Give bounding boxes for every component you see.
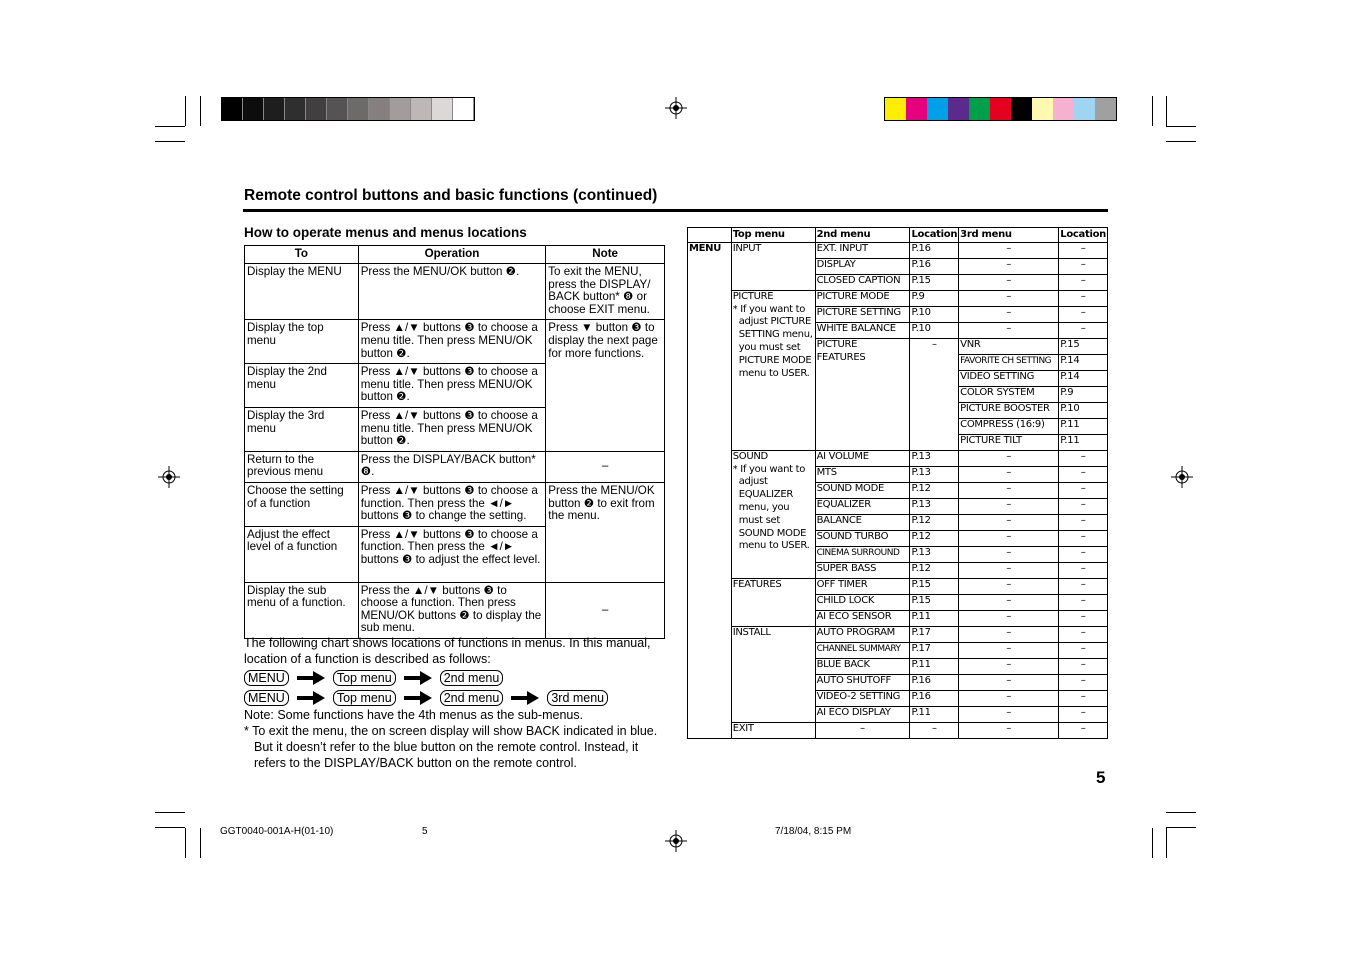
cell-3rd-menu: – bbox=[959, 707, 1059, 723]
cell-to: Display the top menu bbox=[245, 320, 359, 364]
menu-path-example-1 bbox=[244, 670, 503, 686]
menu-label: MENU bbox=[688, 243, 732, 739]
column-header bbox=[688, 228, 732, 243]
cell-3rd-menu: – bbox=[959, 723, 1059, 739]
path-step: 2nd menu bbox=[440, 670, 504, 686]
cell-location: P.16 bbox=[910, 259, 959, 275]
cell-3rd-menu: – bbox=[959, 531, 1059, 547]
cell-3rd-menu: – bbox=[959, 451, 1059, 467]
column-header: Note bbox=[546, 246, 665, 264]
cell-to: Display the 3rd menu bbox=[245, 407, 359, 451]
cell-location: P.11 bbox=[910, 659, 959, 675]
cell-location: – bbox=[1059, 323, 1108, 339]
cell-location: – bbox=[1059, 259, 1108, 275]
footer-page: 5 bbox=[422, 826, 428, 837]
cell-location: – bbox=[1059, 499, 1108, 515]
cell-location: P.16 bbox=[910, 675, 959, 691]
footer-code: GGT0040-001A-H(01-10) bbox=[220, 826, 334, 837]
table-row bbox=[245, 451, 665, 482]
cell-2nd-menu: AUTO SHUTOFF bbox=[815, 675, 910, 691]
cell-location: – bbox=[1059, 547, 1108, 563]
cell-location: P.15 bbox=[1059, 339, 1108, 355]
cell-location: P.12 bbox=[910, 563, 959, 579]
cell-2nd-menu: EQUALIZER bbox=[815, 499, 910, 515]
cell-location: – bbox=[1059, 707, 1108, 723]
column-header: Top menu bbox=[731, 228, 815, 243]
footnote: * To exit the menu, the on screen display will show BACK indicated in blue. But it doesn’t refer to the blue button on the remote control. Instead, it refers to the DISPLAY/BACK button on the remote control. bbox=[244, 724, 658, 770]
cell-location: P.13 bbox=[910, 451, 959, 467]
cell-2nd-menu: WHITE BALANCE bbox=[815, 323, 910, 339]
path-step: 2nd menu bbox=[440, 690, 504, 706]
column-header: 2nd menu bbox=[815, 228, 910, 243]
cell-3rd-menu: – bbox=[959, 579, 1059, 595]
cell-operation: Press the MENU/OK button ❷. bbox=[358, 264, 546, 320]
page-number: 5 bbox=[1096, 768, 1106, 787]
grayscale-bar bbox=[221, 97, 475, 121]
table-row bbox=[688, 243, 1108, 259]
cell-location: – bbox=[1059, 467, 1108, 483]
arrow-right-icon bbox=[404, 691, 432, 705]
registration-mark-icon bbox=[665, 97, 687, 119]
title-rule bbox=[243, 209, 1108, 212]
top-menu-picture bbox=[731, 291, 815, 451]
cell-note: – bbox=[546, 582, 665, 638]
menu-location-table bbox=[687, 227, 1108, 739]
cell-2nd-menu: MTS bbox=[815, 467, 910, 483]
cell-2nd-menu: BLUE BACK bbox=[815, 659, 910, 675]
color-swatch bbox=[906, 98, 927, 120]
cell-location: – bbox=[1059, 659, 1108, 675]
cell-location: – bbox=[1059, 595, 1108, 611]
table-row bbox=[688, 291, 1108, 307]
cell-location: – bbox=[1059, 675, 1108, 691]
cell-3rd-menu: – bbox=[959, 643, 1059, 659]
top-menu-sound bbox=[731, 451, 815, 579]
table-row bbox=[688, 451, 1108, 467]
registration-mark-icon bbox=[1171, 466, 1193, 488]
top-menu-exit: EXIT bbox=[731, 723, 815, 739]
column-header: Location bbox=[910, 228, 959, 243]
cell-location: – bbox=[1059, 451, 1108, 467]
cell-operation: Press ▲/▼ buttons ❸ to choose a menu title. Then press MENU/OK button ❷. bbox=[358, 320, 546, 364]
cell-location: – bbox=[1059, 531, 1108, 547]
arrow-right-icon bbox=[511, 691, 539, 705]
cell-location: – bbox=[1059, 643, 1108, 659]
cell-2nd-menu: OFF TIMER bbox=[815, 579, 910, 595]
cell-3rd-menu: VNR bbox=[959, 339, 1059, 355]
cell-2nd-menu: PICTURE FEATURES bbox=[815, 339, 910, 451]
color-calibration-bar bbox=[884, 97, 1117, 121]
cell-3rd-menu: – bbox=[959, 595, 1059, 611]
cell-2nd-menu: AI VOLUME bbox=[815, 451, 910, 467]
cell-3rd-menu: – bbox=[959, 627, 1059, 643]
color-swatch bbox=[1032, 98, 1053, 120]
cell-to: Choose the setting of a function bbox=[245, 482, 359, 526]
cell-location: P.14 bbox=[1059, 371, 1108, 387]
table-row bbox=[245, 482, 665, 526]
cell-note: Press ▼ button ❸ to display the next page for more functions. bbox=[546, 320, 665, 451]
table-header-row bbox=[688, 228, 1108, 243]
cell-note: – bbox=[546, 451, 665, 482]
chart-description: The following chart shows locations of functions in menus. In this manual, location of a function is described as follows: bbox=[244, 636, 651, 666]
table-row bbox=[688, 579, 1108, 595]
cell-location: P.13 bbox=[910, 499, 959, 515]
column-header: Location bbox=[1059, 228, 1108, 243]
cell-2nd-menu: CHANNEL SUMMARY bbox=[815, 643, 910, 659]
color-swatch bbox=[1011, 98, 1032, 120]
column-header: To bbox=[245, 246, 359, 264]
path-step: Top menu bbox=[333, 670, 396, 686]
top-menu-input: INPUT bbox=[731, 243, 815, 291]
top-menu-label: SOUND bbox=[732, 451, 768, 462]
top-menu-install: INSTALL bbox=[731, 627, 815, 723]
cell-location: – bbox=[1059, 275, 1108, 291]
cell-2nd-menu: BALANCE bbox=[815, 515, 910, 531]
column-header: 3rd menu bbox=[959, 228, 1059, 243]
color-swatch bbox=[969, 98, 990, 120]
cell-3rd-menu: PICTURE TILT bbox=[959, 435, 1059, 451]
cell-location: P.9 bbox=[910, 291, 959, 307]
cell-location: P.10 bbox=[1059, 403, 1108, 419]
color-swatch bbox=[285, 98, 306, 120]
top-menu-features: FEATURES bbox=[731, 579, 815, 627]
cell-2nd-menu: SOUND MODE bbox=[815, 483, 910, 499]
cell-3rd-menu: – bbox=[959, 275, 1059, 291]
cell-3rd-menu: – bbox=[959, 675, 1059, 691]
cell-2nd-menu: DISPLAY bbox=[815, 259, 910, 275]
cell-to: Adjust the effect level of a function bbox=[245, 526, 359, 582]
cell-operation: Press ▲/▼ buttons ❸ to choose a function. Then press the ◄/► buttons ❸ to change the setting. bbox=[358, 482, 546, 526]
cell-location: – bbox=[1059, 563, 1108, 579]
cell-location: P.16 bbox=[910, 243, 959, 259]
color-swatch bbox=[1074, 98, 1095, 120]
cell-operation: Press ▲/▼ buttons ❸ to choose a menu title. Then press MENU/OK button ❷. bbox=[358, 407, 546, 451]
color-swatch bbox=[453, 98, 474, 120]
cell-location: – bbox=[1059, 243, 1108, 259]
arrow-right-icon bbox=[297, 671, 325, 685]
column-header: Operation bbox=[358, 246, 546, 264]
cell-note: Press the MENU/OK button ❷ to exit from the menu. bbox=[546, 482, 665, 582]
cell-to: Display the sub menu of a function. bbox=[245, 582, 359, 638]
cell-location: P.11 bbox=[910, 611, 959, 627]
cell-location: – bbox=[1059, 579, 1108, 595]
cell-3rd-menu: – bbox=[959, 691, 1059, 707]
cell-3rd-menu: – bbox=[959, 291, 1059, 307]
cell-note: To exit the MENU, press the DISPLAY/ BACK button* ❽ or choose EXIT menu. bbox=[546, 264, 665, 320]
cell-3rd-menu: VIDEO SETTING bbox=[959, 371, 1059, 387]
sub-title: How to operate menus and menus locations bbox=[244, 225, 527, 240]
cell-3rd-menu: – bbox=[959, 499, 1059, 515]
cell-3rd-menu: COMPRESS (16:9) bbox=[959, 419, 1059, 435]
cell-location: P.15 bbox=[910, 275, 959, 291]
arrow-right-icon bbox=[297, 691, 325, 705]
color-swatch bbox=[1053, 98, 1074, 120]
cell-operation: Press ▲/▼ buttons ❸ to choose a menu title. Then press MENU/OK button ❷. bbox=[358, 364, 546, 408]
table-row bbox=[245, 582, 665, 638]
cell-3rd-menu: PICTURE BOOSTER bbox=[959, 403, 1059, 419]
cell-2nd-menu: SUPER BASS bbox=[815, 563, 910, 579]
color-swatch bbox=[306, 98, 327, 120]
path-step: Top menu bbox=[333, 690, 396, 706]
cell-3rd-menu: – bbox=[959, 515, 1059, 531]
note-text: Note: Some functions have the 4th menus as the sub-menus. bbox=[244, 708, 584, 722]
color-swatch bbox=[885, 98, 906, 120]
cell-2nd-menu: EXT. INPUT bbox=[815, 243, 910, 259]
cell-2nd-menu: PICTURE SETTING bbox=[815, 307, 910, 323]
path-step: MENU bbox=[244, 670, 289, 686]
operations-table bbox=[244, 245, 665, 639]
cell-location: – bbox=[1059, 483, 1108, 499]
cell-location: P.15 bbox=[910, 579, 959, 595]
cell-2nd-menu: AUTO PROGRAM bbox=[815, 627, 910, 643]
color-swatch bbox=[369, 98, 390, 120]
cell-2nd-menu: CHILD LOCK bbox=[815, 595, 910, 611]
table-row bbox=[245, 320, 665, 364]
cell-3rd-menu: FAVORITE CH SETTING bbox=[959, 355, 1059, 371]
color-swatch bbox=[264, 98, 285, 120]
cell-operation: Press the ▲/▼ buttons ❸ to choose a function. Then press MENU/OK buttons ❷ to display the sub menu. bbox=[358, 582, 546, 638]
cell-3rd-menu: – bbox=[959, 611, 1059, 627]
table-row bbox=[688, 627, 1108, 643]
color-swatch bbox=[222, 98, 243, 120]
color-swatch bbox=[243, 98, 264, 120]
cell-2nd-menu: PICTURE MODE bbox=[815, 291, 910, 307]
cell-2nd-menu: – bbox=[815, 723, 910, 739]
cell-location: P.13 bbox=[910, 467, 959, 483]
cell-to: Return to the previous menu bbox=[245, 451, 359, 482]
cell-location: P.10 bbox=[910, 323, 959, 339]
cell-3rd-menu: – bbox=[959, 467, 1059, 483]
cell-3rd-menu: – bbox=[959, 659, 1059, 675]
cell-3rd-menu: COLOR SYSTEM bbox=[959, 387, 1059, 403]
color-swatch bbox=[348, 98, 369, 120]
table-row bbox=[245, 264, 665, 320]
cell-to: Display the 2nd menu bbox=[245, 364, 359, 408]
cell-3rd-menu: – bbox=[959, 323, 1059, 339]
cell-3rd-menu: – bbox=[959, 483, 1059, 499]
cell-3rd-menu: – bbox=[959, 547, 1059, 563]
arrow-right-icon bbox=[404, 671, 432, 685]
cell-location: P.9 bbox=[1059, 387, 1108, 403]
path-step: 3rd menu bbox=[547, 690, 608, 706]
footer-timestamp: 7/18/04, 8:15 PM bbox=[775, 826, 852, 837]
color-swatch bbox=[411, 98, 432, 120]
cell-location: – bbox=[1059, 611, 1108, 627]
color-swatch bbox=[327, 98, 348, 120]
cell-2nd-menu: SOUND TURBO bbox=[815, 531, 910, 547]
cell-location: – bbox=[910, 723, 959, 739]
cell-location: P.14 bbox=[1059, 355, 1108, 371]
cell-2nd-menu: CLOSED CAPTION bbox=[815, 275, 910, 291]
cell-operation: Press ▲/▼ buttons ❸ to choose a function. Then press the ◄/► buttons ❸ to adjust the effect level. bbox=[358, 526, 546, 582]
cell-location: P.12 bbox=[910, 531, 959, 547]
cell-2nd-menu: CINEMA SURROUND bbox=[815, 547, 910, 563]
cell-operation: Press the DISPLAY/BACK button* ❽. bbox=[358, 451, 546, 482]
cell-location: – bbox=[1059, 723, 1108, 739]
cell-2nd-menu: AI ECO DISPLAY bbox=[815, 707, 910, 723]
cell-location: P.12 bbox=[910, 515, 959, 531]
cell-location: P.17 bbox=[910, 627, 959, 643]
cell-location: P.11 bbox=[910, 707, 959, 723]
registration-mark-icon bbox=[158, 466, 180, 488]
table-header-row bbox=[245, 246, 665, 264]
top-menu-note: * If you want to adjust EQUALIZER menu, you must set SOUND MODE menu to USER. bbox=[732, 463, 810, 552]
cell-location: P.17 bbox=[910, 643, 959, 659]
cell-3rd-menu: – bbox=[959, 259, 1059, 275]
cell-2nd-menu: AI ECO SENSOR bbox=[815, 611, 910, 627]
cell-3rd-menu: – bbox=[959, 563, 1059, 579]
cell-location: – bbox=[1059, 627, 1108, 643]
path-step: MENU bbox=[244, 690, 289, 706]
cell-location: – bbox=[1059, 691, 1108, 707]
registration-mark-icon bbox=[665, 830, 687, 852]
top-menu-label: PICTURE bbox=[732, 291, 774, 302]
color-swatch bbox=[390, 98, 411, 120]
cell-3rd-menu: – bbox=[959, 243, 1059, 259]
cell-3rd-menu: – bbox=[959, 307, 1059, 323]
menu-path-example-2 bbox=[244, 690, 608, 706]
cell-location: P.11 bbox=[1059, 435, 1108, 451]
color-swatch bbox=[432, 98, 453, 120]
color-swatch bbox=[927, 98, 948, 120]
cell-location: – bbox=[910, 339, 959, 451]
cell-location: – bbox=[1059, 307, 1108, 323]
color-swatch bbox=[990, 98, 1011, 120]
cell-to: Display the MENU bbox=[245, 264, 359, 320]
section-title: Remote control buttons and basic functions (continued) bbox=[244, 187, 658, 204]
cell-2nd-menu: VIDEO-2 SETTING bbox=[815, 691, 910, 707]
top-menu-note: * If you want to adjust PICTURE SETTING menu, you must set PICTURE MODE menu to USER. bbox=[732, 303, 813, 379]
cell-location: P.15 bbox=[910, 595, 959, 611]
cell-location: – bbox=[1059, 291, 1108, 307]
cell-location: – bbox=[1059, 515, 1108, 531]
cell-location: P.16 bbox=[910, 691, 959, 707]
cell-location: P.12 bbox=[910, 483, 959, 499]
table-row bbox=[688, 723, 1108, 739]
cell-location: P.10 bbox=[910, 307, 959, 323]
color-swatch bbox=[948, 98, 969, 120]
cell-location: P.11 bbox=[1059, 419, 1108, 435]
color-swatch bbox=[1095, 98, 1116, 120]
cell-location: P.13 bbox=[910, 547, 959, 563]
